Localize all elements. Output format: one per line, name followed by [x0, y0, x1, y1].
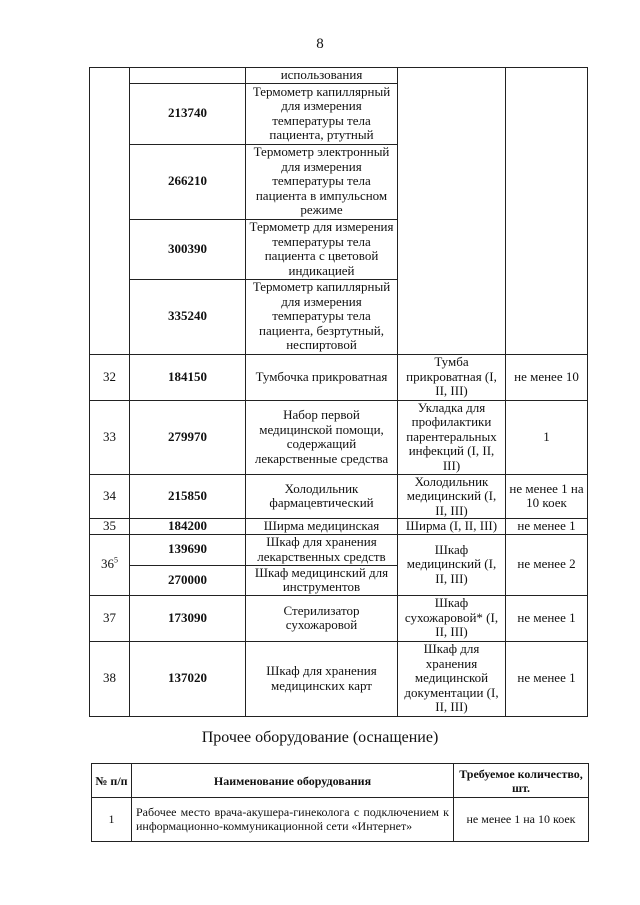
equipment-code: 137020 — [130, 641, 246, 716]
row-number: 35 — [90, 519, 130, 535]
equipment-name: Термометр капиллярный для измерения температуры тела пациента, ртутный — [246, 83, 398, 144]
equipment-code: 184200 — [130, 519, 246, 535]
equipment-qty: не менее 1 — [506, 641, 588, 716]
equipment-type: Ширма (I, II, III) — [398, 519, 506, 535]
equipment-code: 215850 — [130, 474, 246, 519]
page-number: 8 — [316, 36, 324, 52]
table-row — [90, 595, 588, 641]
row-number: 32 — [90, 354, 130, 400]
row-number: 34 — [90, 474, 130, 519]
section-title: Прочее оборудование (оснащение) — [201, 729, 439, 746]
row-number: 38 — [90, 641, 130, 716]
equipment-name: Шкаф для хранения лекарственных средств — [246, 534, 398, 565]
row-number: 37 — [90, 595, 130, 641]
equipment-name: Ширма медицинская — [246, 519, 398, 535]
row-number — [90, 534, 130, 595]
other-equipment-table — [91, 763, 589, 842]
row-number: 1 — [92, 798, 132, 842]
header-num: № п/п — [92, 764, 132, 798]
footnote-mark: 5 — [114, 555, 118, 565]
equipment-name: Рабочее место врача-акушера-гинеколога с подключением к информационно-коммуникационной сети «Интернет» — [132, 798, 454, 842]
equipment-qty: не менее 2 — [506, 534, 588, 595]
table-row — [92, 798, 589, 842]
equipment-code — [130, 68, 246, 84]
table-header-row — [92, 764, 589, 798]
equipment-code: 279970 — [130, 400, 246, 474]
equipment-name: Шкаф медицинский для инструментов — [246, 565, 398, 595]
equipment-name: Холодильник фармацевтический — [246, 474, 398, 519]
equipment-qty — [506, 68, 588, 355]
equipment-code: 184150 — [130, 354, 246, 400]
equipment-type: Шкаф сухожаровой* (I, II, III) — [398, 595, 506, 641]
row-number — [90, 68, 130, 355]
equipment-type — [398, 68, 506, 355]
table-row — [90, 400, 588, 474]
equipment-table — [89, 67, 588, 717]
equipment-type: Шкаф для хранения медицинской документации (I, II, III) — [398, 641, 506, 716]
equipment-type: Укладка для профилактики парентеральных инфекций (I, II, III) — [398, 400, 506, 474]
equipment-code: 300390 — [130, 219, 246, 279]
equipment-name: Шкаф для хранения медицинских карт — [246, 641, 398, 716]
equipment-qty: не менее 10 — [506, 354, 588, 400]
equipment-type: Холодильник медицинский (I, II, III) — [398, 474, 506, 519]
table-row — [90, 68, 588, 84]
equipment-code: 139690 — [130, 534, 246, 565]
equipment-name: Тумбочка прикроватная — [246, 354, 398, 400]
table-row — [90, 354, 588, 400]
equipment-qty: не менее 1 — [506, 519, 588, 535]
table-row — [90, 474, 588, 519]
equipment-qty: не менее 1 — [506, 595, 588, 641]
equipment-code: 266210 — [130, 144, 246, 219]
table-row — [90, 534, 588, 565]
equipment-name: Термометр для измерения температуры тела пациента с цветовой индикацией — [246, 219, 398, 279]
header-name: Наименование оборудования — [132, 764, 454, 798]
header-qty: Требуемое количество, шт. — [454, 764, 589, 798]
row-number-text: 36 — [101, 556, 114, 572]
equipment-qty: 1 — [506, 400, 588, 474]
equipment-code: 213740 — [130, 83, 246, 144]
table-row — [90, 519, 588, 535]
equipment-name: Стерилизатор сухожаровой — [246, 595, 398, 641]
equipment-code: 173090 — [130, 595, 246, 641]
equipment-name: использования — [246, 68, 398, 84]
equipment-code: 270000 — [130, 565, 246, 595]
table-row — [90, 641, 588, 716]
equipment-qty: не менее 1 на 10 коек — [506, 474, 588, 519]
row-number: 33 — [90, 400, 130, 474]
equipment-type: Тумба прикроватная (I, II, III) — [398, 354, 506, 400]
equipment-type: Шкаф медицинский (I, II, III) — [398, 534, 506, 595]
equipment-qty: не менее 1 на 10 коек — [454, 798, 589, 842]
equipment-name: Термометр электронный для измерения температуры тела пациента в импульсном режиме — [246, 144, 398, 219]
equipment-code: 335240 — [130, 279, 246, 354]
equipment-name: Набор первой медицинской помощи, содержащий лекарственные средства — [246, 400, 398, 474]
equipment-name: Термометр капиллярный для измерения температуры тела пациента, безртутный, неспиртовой — [246, 279, 398, 354]
